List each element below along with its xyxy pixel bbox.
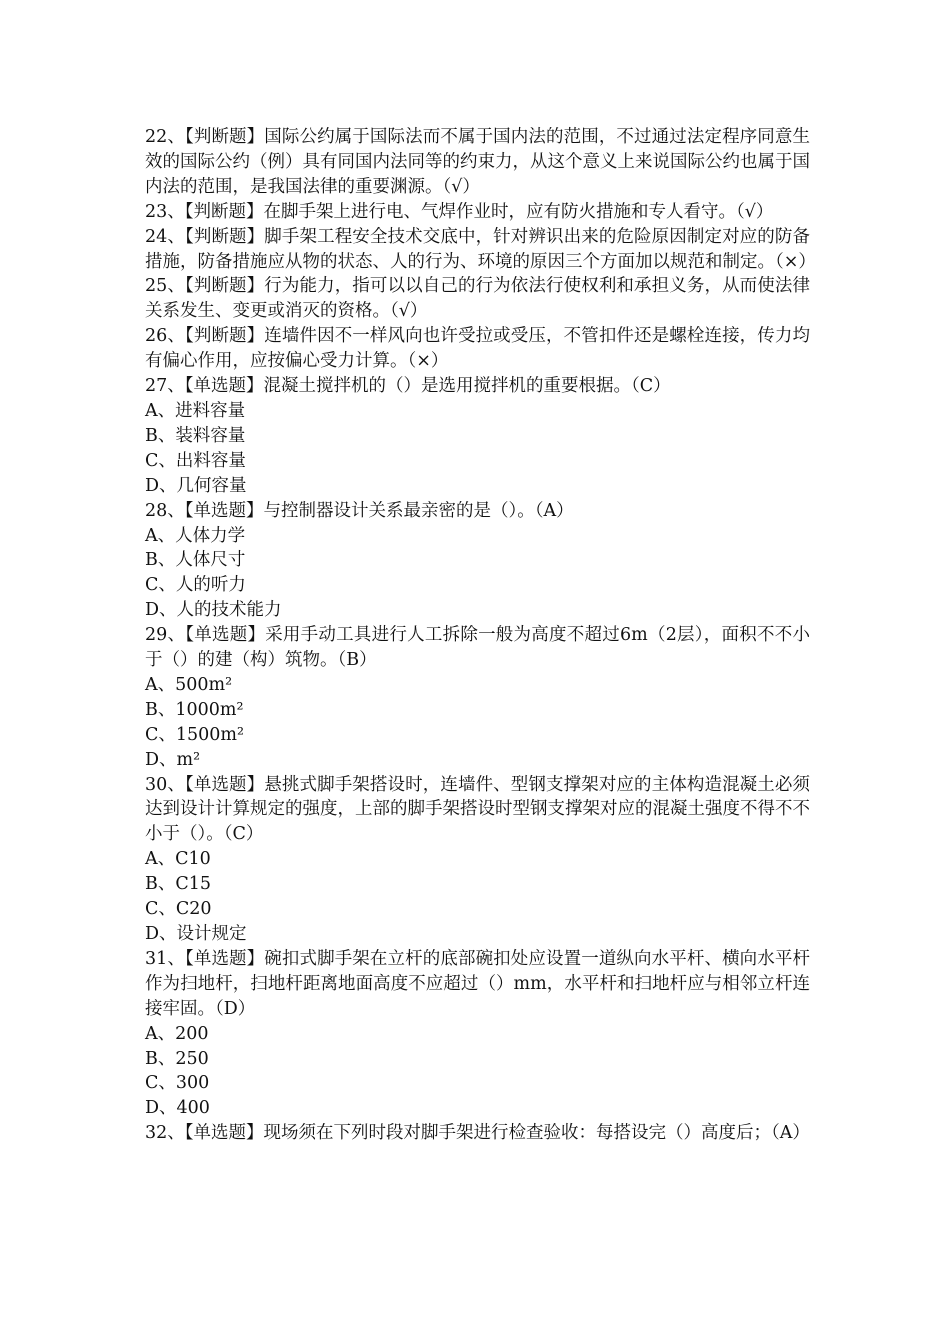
question-27-option-b: B、装料容量 xyxy=(145,425,246,446)
question-29-option-d: D、m² xyxy=(145,749,201,770)
question-23: 23、【判断题】在脚手架上进行电、气焊作业时，应有防火措施和专人看守。（√） xyxy=(145,201,774,222)
question-28: 28、【单选题】与控制器设计关系最亲密的是（）。（A） xyxy=(145,500,574,521)
question-27-option-d: D、几何容量 xyxy=(145,475,247,496)
question-27-option-a: A、进料容量 xyxy=(145,400,246,421)
question-31-option-a: A、200 xyxy=(145,1023,209,1044)
question-29-option-c: C、1500m² xyxy=(145,724,245,745)
question-28-option-a: A、人体力学 xyxy=(145,525,246,546)
question-30-option-c: C、C20 xyxy=(145,899,212,920)
question-31-option-c: C、300 xyxy=(145,1073,210,1094)
question-22: 22、【判断题】国际公约属于国际法而不属于国内法的范围，不过通过法定程序同意生效的国际公约（例）具有同国内法同等的约束力，从这个意义上来说国际公约也属于国内法的范围，是我国法律的重要渊源。（√） xyxy=(145,127,810,197)
question-24: 24、【判断题】脚手架工程安全技术交底中，针对辨识出来的危险原因制定对应的防备措施，防备措施应从物的状态、人的行为、环境的原因三个方面加以规范和制定。（×） xyxy=(145,226,816,272)
question-28-option-b: B、人体尺寸 xyxy=(145,550,246,571)
question-30-option-d: D、设计规定 xyxy=(145,924,247,944)
question-25: 25、【判断题】行为能力，指可以以自己的行为依法行使权利和承担义务，从而使法律关系发生、变更或消灭的资格。（√） xyxy=(145,276,810,322)
question-30-option-b: B、C15 xyxy=(145,874,212,895)
question-27: 27、【单选题】混凝土搅拌机的（）是选用搅拌机的重要根据。（C） xyxy=(145,376,671,397)
question-28-option-c: C、人的听力 xyxy=(145,575,246,596)
question-list xyxy=(145,125,816,1146)
question-31: 31、【单选题】碗扣式脚手架在立杆的底部碗扣处应设置一道纵向水平杆、横向水平杆作为扫地杆，扫地杆距离地面高度不应超过（）mm，水平杆和扫地杆应与相邻立杆连接牢固。（D） xyxy=(145,948,810,1019)
question-32: 32、【单选题】现场须在下列时段对脚手架进行检查验收：每搭设完（）高度后；（A） xyxy=(145,1123,810,1144)
question-28-option-d: D、人的技术能力 xyxy=(145,600,282,621)
question-29-option-b: B、1000m² xyxy=(145,699,244,720)
question-29-option-a: A、500m² xyxy=(145,674,233,695)
question-29: 29、【单选题】采用手动工具进行人工拆除一般为高度不超过6m（2层），面积不不小于（）的建（构）筑物。（B） xyxy=(145,625,810,671)
question-31-option-b: B、250 xyxy=(145,1048,209,1069)
question-26: 26、【判断题】连墙件因不一样风向也许受拉或受压，不管扣件还是螺栓连接，传力均有偏心作用，应按偏心受力计算。（×） xyxy=(145,326,810,372)
question-30-option-a: A、C10 xyxy=(145,849,211,870)
question-27-option-c: C、出料容量 xyxy=(145,450,246,471)
question-30: 30、【单选题】悬挑式脚手架搭设时，连墙件、型钢支撑架对应的主体构造混凝土必须达到设计计算规定的强度，上部的脚手架搭设时型钢支撑架对应的混凝土强度不得不不小于（）。（C） xyxy=(145,774,810,845)
question-31-option-d: D、400 xyxy=(145,1098,210,1119)
